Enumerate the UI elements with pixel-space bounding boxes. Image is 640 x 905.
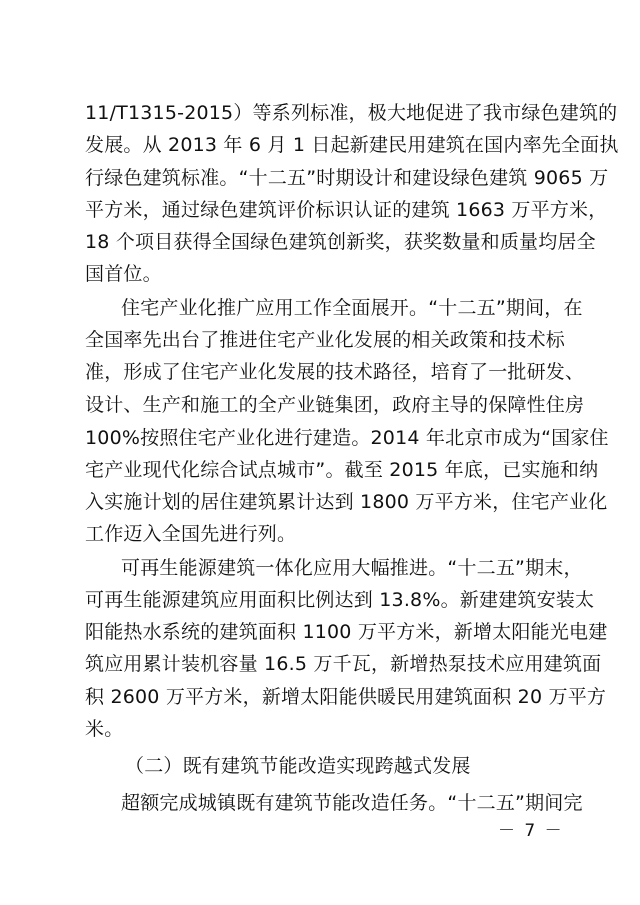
body-text-line: 可再生能源建筑应用面积比例达到 13.8%。新建建筑安装太: [85, 589, 595, 611]
paragraph-first-line: 住宅产业化推广应用工作全面展开。“十二五”期间，在: [121, 297, 583, 319]
body-text-line: 米。: [85, 718, 124, 740]
body-text-line: 工作迈入全国先进行列。: [85, 523, 297, 545]
body-text-line: 全国率先出台了推进住宅产业化发展的相关政策和技术标: [85, 329, 566, 351]
body-text-line: 设计、生产和施工的全产业链集团，政府主导的保障性住房: [85, 394, 585, 416]
paragraph-first-line: 超额完成城镇既有建筑节能改造任务。“十二五”期间完: [121, 792, 583, 814]
body-text-line: 准，形成了住宅产业化发展的技术路径，培育了一批研发、: [85, 361, 585, 383]
paragraph-first-line: 可再生能源建筑一体化应用大幅推进。“十二五”期末，: [121, 557, 583, 579]
body-text-line: 11/T1315-2015）等系列标准，极大地促进了我市绿色建筑的: [85, 102, 618, 124]
body-text-line: 国首位。: [85, 263, 162, 285]
body-text-line: 入实施计划的居住建筑累计达到 1800 万平方米，住宅产业化: [85, 491, 608, 513]
body-text-line: 阳能热水系统的建筑面积 1100 万平方米，新增太阳能光电建: [85, 621, 608, 643]
body-text-line: 行绿色建筑标准。“十二五”时期设计和建设绿色建筑 9065 万: [85, 167, 609, 189]
page-number: － 7 －: [498, 821, 564, 841]
section-heading: （二）既有建筑节能改造实现跨越式发展: [125, 755, 471, 777]
body-text-line: 100%按照住宅产业化进行建造。2014 年北京市成为“国家住: [85, 427, 609, 449]
body-text-line: 发展。从 2013 年 6 月 1 日起新建民用建筑在国内率先全面执: [85, 134, 619, 156]
body-text-line: 筑应用累计装机容量 16.5 万千瓦，新增热泵技术应用建筑面: [85, 653, 602, 675]
body-text-line: 宅产业现代化综合试点城市”。截至 2015 年底，已实施和纳: [85, 459, 599, 481]
body-text-line: 积 2600 万平方米，新增太阳能供暖民用建筑面积 20 万平方: [85, 686, 607, 708]
body-text-line: 18 个项目获得全国绿色建筑创新奖，获奖数量和质量均居全: [85, 231, 596, 253]
body-text-line: 平方米，通过绿色建筑评价标识认证的建筑 1663 万平方米，: [85, 199, 608, 221]
